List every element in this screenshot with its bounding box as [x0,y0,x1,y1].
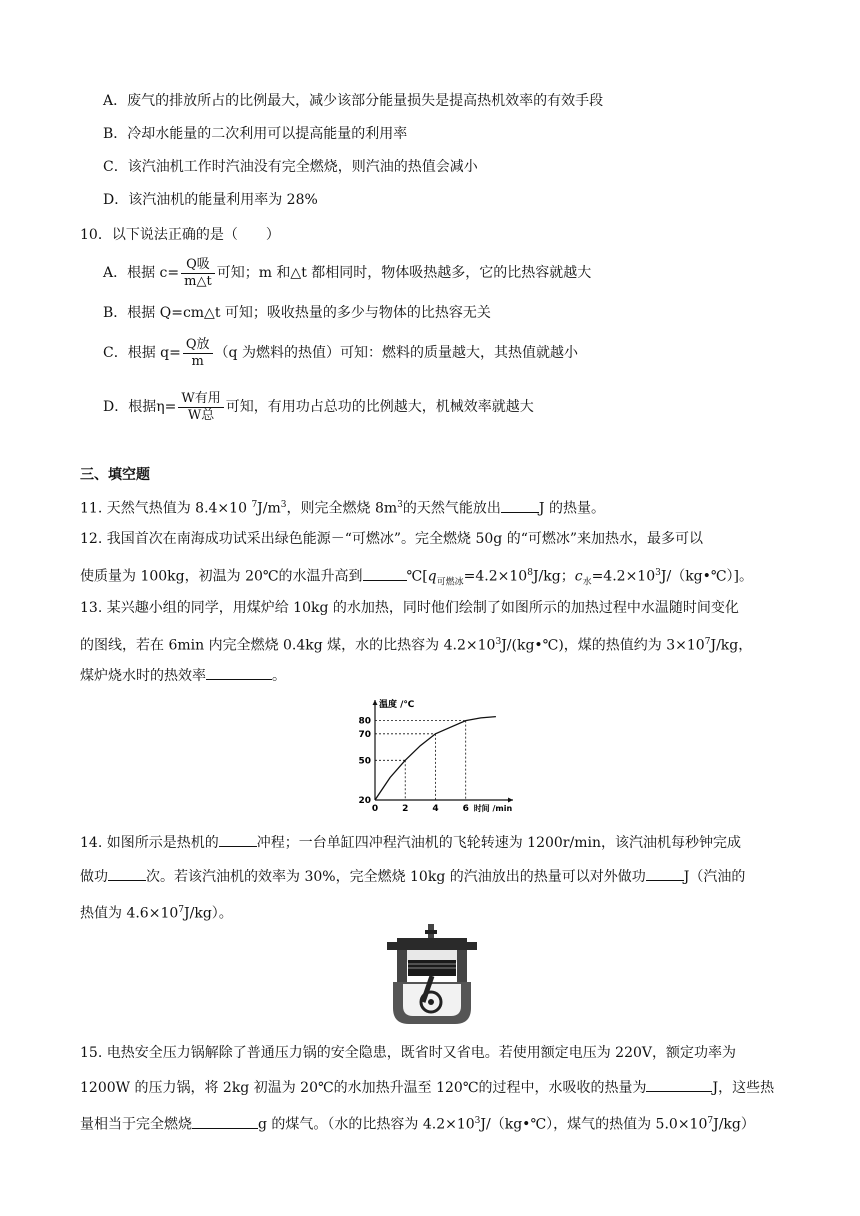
q14-text-f: 热值为 4.6×10 [80,905,179,922]
q11-text-5: J 的热量。 [538,500,605,517]
q13-text-c: J/kg， [710,637,753,654]
q12-c-subscript: 水 [582,577,592,588]
q13-text-3: 煤炉烧水时的热效率 [80,668,206,684]
q12-c-symbol: c [574,568,583,585]
q10-d-numerator: W有用 [178,391,223,408]
q10-d-denominator: W总 [187,407,215,423]
q14-text-c: 做功 [80,869,108,885]
q9-option-a: A．废气的排放所占的比例最大，减少该部分能量损失是提高热机效率的有效手段 [103,93,604,109]
q10-option-a [103,255,591,291]
temperature-time-chart [345,695,515,815]
q11-text-2: J/m [257,500,281,517]
x-axis-label: 时间 /min [473,804,513,813]
q12-q-subscript: 可燃冰 [436,577,464,588]
q11-text-3: ，则完全燃烧 8m [286,500,398,517]
q14-line-1 [80,832,741,853]
q10-stem: 10．以下说法正确的是（ ） [80,227,280,243]
q11 [80,495,605,519]
q14-text-a: 14. 如图所示是热机的 [80,835,219,851]
y-tick-label-0: 20 [358,796,371,806]
q11-exp-1: 7 [251,500,258,510]
q15-mass-blank[interactable] [192,1114,258,1129]
x-axis-arrow [508,798,513,803]
y-tick-label-1: 50 [358,756,371,767]
q15-text-c: 量相当于完全燃烧 [80,1116,192,1133]
cylinder-head [397,938,467,950]
q10-a-numerator: Q吸 [181,257,215,274]
q15-line-1: 15. 电热安全压力锅解除了普通压力锅的安全隐患，既省时又省电。若使用额定电压为 220V，额定功率为 [80,1045,736,1061]
q14-text-b: 冲程；一台单缸四冲程汽油机的飞轮转速为 1200r/min，该汽油机每秒钟完成 [256,835,741,851]
q13-line-3 [80,665,286,686]
q12-text-e: =4.2×10 [591,568,656,585]
q12-line-2 [80,563,753,592]
y-axis-arrow [373,700,378,705]
y-axis-label: 温度 /℃ [379,700,415,710]
q12-text-c: =4.2×10 [463,568,528,585]
q14-work-blank[interactable] [646,866,684,881]
q14-text-e: J（汽油的 [683,869,746,885]
q9-option-d: D．该汽油机的能量利用率为 28% [103,192,318,208]
q13-text-b: J/(kg•℃)，煤的热值约为 3×10 [501,637,705,654]
q13-exp-a: 3 [495,637,502,647]
q13-line-2 [80,632,752,656]
q10-c-prefix: C．根据 q= [103,345,181,361]
q15-text-d: g 的煤气。（水的比热容为 4.2×10 [258,1116,475,1133]
q15-heat-blank[interactable] [646,1077,712,1092]
q10-d-fraction [178,391,223,424]
q15-exp-a: 3 [474,1116,481,1126]
q14-stroke-blank[interactable] [219,832,257,847]
engine-cylinder-diagram [385,922,479,1028]
q10-d-prefix: D．根据η= [103,399,177,415]
q15-exp-b: 7 [707,1116,714,1126]
q9-option-c: C．该汽油机工作时汽油没有完全燃烧，则汽油的热值会减小 [103,159,478,175]
q13-answer-blank[interactable] [206,665,272,680]
q10-option-c [103,335,578,371]
x-tick-label-1: 2 [402,804,409,814]
q12-exp-a: 8 [527,568,533,578]
q15-line-3 [80,1111,755,1135]
y-tick-label-2: 70 [358,729,371,740]
q15-text-f: J/kg） [713,1116,755,1133]
q14-line-2 [80,866,745,887]
x-tick-label-2: 4 [432,804,439,814]
q11-exp-3: 3 [397,500,403,510]
x-tick-label-0: 0 [371,804,379,814]
q10-c-suffix: （q 为燃料的热值）可知：燃料的质量越大，其热值就越小 [214,345,578,361]
q15-line-2 [80,1077,774,1098]
q9-option-b: B．冷却水能量的二次利用可以提高能量的利用率 [103,126,408,142]
q11-text-1: 11. 天然气热值为 8.4×10 [80,500,252,517]
q12-q-symbol: q [427,568,437,585]
q11-exp-2: 3 [280,500,287,510]
q15-text-a: 1200W 的压力锅，将 2kg 初温为 20℃的水加热升温至 120℃的过程中，水吸收的热量为 [80,1080,647,1096]
q11-text-4: 的天然气能放出 [402,500,501,517]
section-heading-fill-in: 三、填空题 [80,467,150,483]
q10-c-numerator: Q放 [183,337,213,354]
q14-times-blank[interactable] [108,866,146,881]
q12-text-f: J/（kg•℃）]。 [660,568,754,585]
q13-text-end: 。 [272,668,286,684]
x-tick-label-3: 6 [462,804,469,814]
q12-exp-b: 3 [655,568,661,578]
q12-answer-blank[interactable] [363,566,407,581]
q10-a-denominator: m△t [184,273,212,289]
q10-a-prefix: A．根据 c= [103,265,180,281]
q10-option-d [103,389,534,425]
q12-text-b: ℃[ [406,568,428,585]
y-tick-label-3: 80 [358,716,371,727]
q13-text-a: 的图线，若在 6min 内完全燃烧 0.4kg 煤，水的比热容为 4.2×10 [80,637,496,654]
q14-text-d: 次。若该汽油机的效率为 30%，完全燃烧 10kg 的汽油放出的热量可以对外做功 [146,869,646,885]
q10-d-suffix: 可知，有用功占总功的比例越大，机械效率就越大 [225,399,534,415]
q12-line-1: 12. 我国首次在南海成功试采出绿色能源－“可燃冰”。完全燃烧 50g 的“可燃冰”来加热水，最多可以 [80,531,704,547]
q11-answer-blank[interactable] [501,498,539,513]
q14-line-3 [80,900,233,924]
q12-text-a: 使质量为 100kg，初温为 20℃的水温升高到 [80,568,363,585]
q12-text-d: J/kg； [532,568,575,585]
q10-option-b: B．根据 Q=cm△t 可知；吸收热量的多少与物体的比热容无关 [103,305,491,321]
q10-c-fraction [183,337,213,370]
q15-text-b: J，这些热 [712,1080,775,1096]
q15-text-e: J/（kg•℃），煤气的热值为 5.0×10 [480,1116,708,1133]
q14-text-g: J/kg）。 [184,905,233,922]
q10-c-denominator: m [191,353,204,369]
q13-line-1: 13. 某兴趣小组的同学，用煤炉给 10kg 的水加热，同时他们绘制了如图所示的加热过程中水温随时间变化 [80,600,739,616]
q13-exp-b: 7 [704,637,711,647]
q10-a-fraction [181,257,215,290]
q14-exp: 7 [178,905,184,915]
q10-a-suffix: 可知；m 和△t 都相同时，物体吸热越多，它的比热容就越大 [216,265,592,281]
